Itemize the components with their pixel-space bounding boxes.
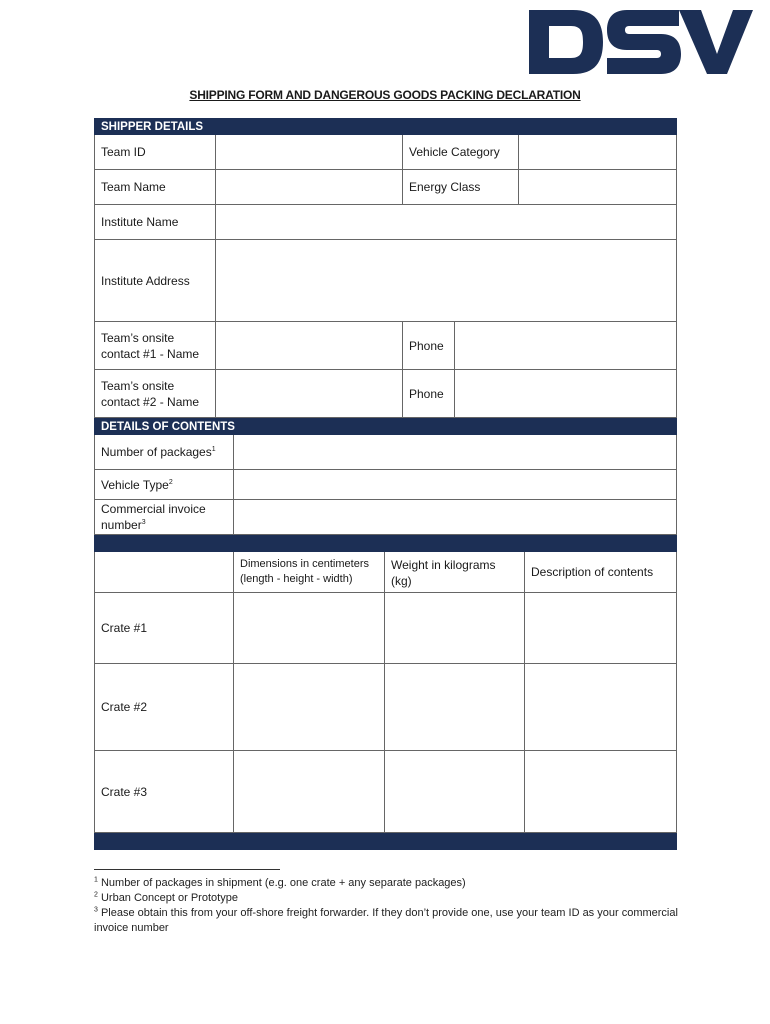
energy-class-field[interactable] bbox=[519, 170, 677, 205]
footnotes bbox=[94, 869, 704, 936]
shipping-form bbox=[94, 118, 677, 850]
team-name-field[interactable] bbox=[216, 170, 403, 205]
contact2-name-field[interactable] bbox=[216, 370, 403, 418]
footnote-2-text: Urban Concept or Prototype bbox=[100, 892, 238, 904]
contact1-label: Team’s onsite contact #1 - Name bbox=[95, 322, 216, 370]
shipper-details-header: SHIPPER DETAILS bbox=[94, 118, 677, 135]
footnote-1-number: 1 bbox=[94, 876, 98, 884]
vehicle-category-field[interactable] bbox=[519, 135, 677, 170]
weight-header: Weight in kilograms (kg) bbox=[385, 552, 525, 593]
contents-header: DETAILS OF CONTENTS bbox=[94, 418, 677, 435]
team-id-field[interactable] bbox=[216, 135, 403, 170]
crate-1-dimensions-field[interactable] bbox=[234, 593, 385, 664]
contact1-phone-label: Phone bbox=[403, 322, 455, 370]
footnote-3 bbox=[94, 906, 704, 936]
vehicle-type-field[interactable] bbox=[234, 470, 677, 500]
description-header: Description of contents bbox=[525, 552, 677, 593]
footnote-2 bbox=[94, 891, 704, 906]
vehicle-category-label: Vehicle Category bbox=[403, 135, 519, 170]
crate-1-weight-field[interactable] bbox=[385, 593, 525, 664]
crate-row-2 bbox=[94, 664, 677, 751]
institute-address-label: Institute Address bbox=[95, 240, 216, 322]
invoice-text: Commercial invoice number bbox=[101, 502, 206, 532]
contact1-name-field[interactable] bbox=[216, 322, 403, 370]
num-packages-field[interactable] bbox=[234, 435, 677, 470]
crate-2-description-field[interactable] bbox=[525, 664, 677, 751]
num-packages-text: Number of packages bbox=[101, 445, 212, 459]
institute-name-field[interactable] bbox=[216, 205, 677, 240]
document-title: SHIPPING FORM AND DANGEROUS GOODS PACKING DECLARATION bbox=[189, 88, 581, 102]
energy-class-label: Energy Class bbox=[403, 170, 519, 205]
contact2-row bbox=[94, 370, 677, 418]
crate-1-label: Crate #1 bbox=[95, 593, 234, 664]
contact2-phone-field[interactable] bbox=[455, 370, 677, 418]
crate-3-description-field[interactable] bbox=[525, 751, 677, 833]
separator-bar bbox=[94, 535, 677, 552]
footnote-ref-3: 3 bbox=[141, 519, 146, 526]
institute-name-row bbox=[94, 205, 677, 240]
team-id-row bbox=[94, 135, 677, 170]
footnote-1 bbox=[94, 876, 704, 891]
vehicle-type-text: Vehicle Type bbox=[101, 477, 169, 492]
contact1-row bbox=[94, 322, 677, 370]
contact2-label: Team’s onsite contact #2 - Name bbox=[95, 370, 216, 418]
contact2-phone-label: Phone bbox=[403, 370, 455, 418]
footnote-3-number: 3 bbox=[94, 906, 98, 914]
contact1-phone-field[interactable] bbox=[455, 322, 677, 370]
institute-address-field[interactable] bbox=[216, 240, 677, 322]
crate-3-dimensions-field[interactable] bbox=[234, 751, 385, 833]
crate-1-description-field[interactable] bbox=[525, 593, 677, 664]
institute-address-row bbox=[94, 240, 677, 322]
crate-2-label: Crate #2 bbox=[95, 664, 234, 751]
institute-name-label: Institute Name bbox=[95, 205, 216, 240]
crate-3-label: Crate #3 bbox=[95, 751, 234, 833]
team-name-label: Team Name bbox=[95, 170, 216, 205]
bottom-bar bbox=[94, 833, 677, 850]
footnote-divider bbox=[94, 869, 280, 870]
dsv-logo bbox=[529, 10, 753, 74]
crate-3-weight-field[interactable] bbox=[385, 751, 525, 833]
footnote-1-text: Number of packages in shipment (e.g. one crate + any separate packages) bbox=[100, 877, 466, 889]
crates-header-row bbox=[94, 552, 677, 593]
crate-2-weight-field[interactable] bbox=[385, 664, 525, 751]
invoice-row bbox=[94, 500, 677, 535]
crate-row-1 bbox=[94, 593, 677, 664]
vehicle-type-label bbox=[95, 470, 234, 500]
invoice-field[interactable] bbox=[234, 500, 677, 535]
footnote-3-text: Please obtain this from your off-shore freight forwarder. If they don’t provide one, use your team ID as your commercial invoice number bbox=[94, 907, 678, 934]
team-name-row bbox=[94, 170, 677, 205]
dimensions-header: Dimensions in centimeters (length - height - width) bbox=[234, 552, 385, 593]
footnote-2-number: 2 bbox=[94, 891, 98, 899]
num-packages-row bbox=[94, 435, 677, 470]
crate-row-3 bbox=[94, 751, 677, 833]
num-packages-label bbox=[95, 435, 234, 470]
footnote-ref-1: 1 bbox=[211, 446, 216, 453]
team-id-label: Team ID bbox=[95, 135, 216, 170]
invoice-label bbox=[95, 500, 234, 535]
crate-2-dimensions-field[interactable] bbox=[234, 664, 385, 751]
footnote-ref-2: 2 bbox=[168, 478, 173, 486]
crates-corner-cell bbox=[95, 552, 234, 593]
vehicle-type-row bbox=[94, 470, 677, 500]
